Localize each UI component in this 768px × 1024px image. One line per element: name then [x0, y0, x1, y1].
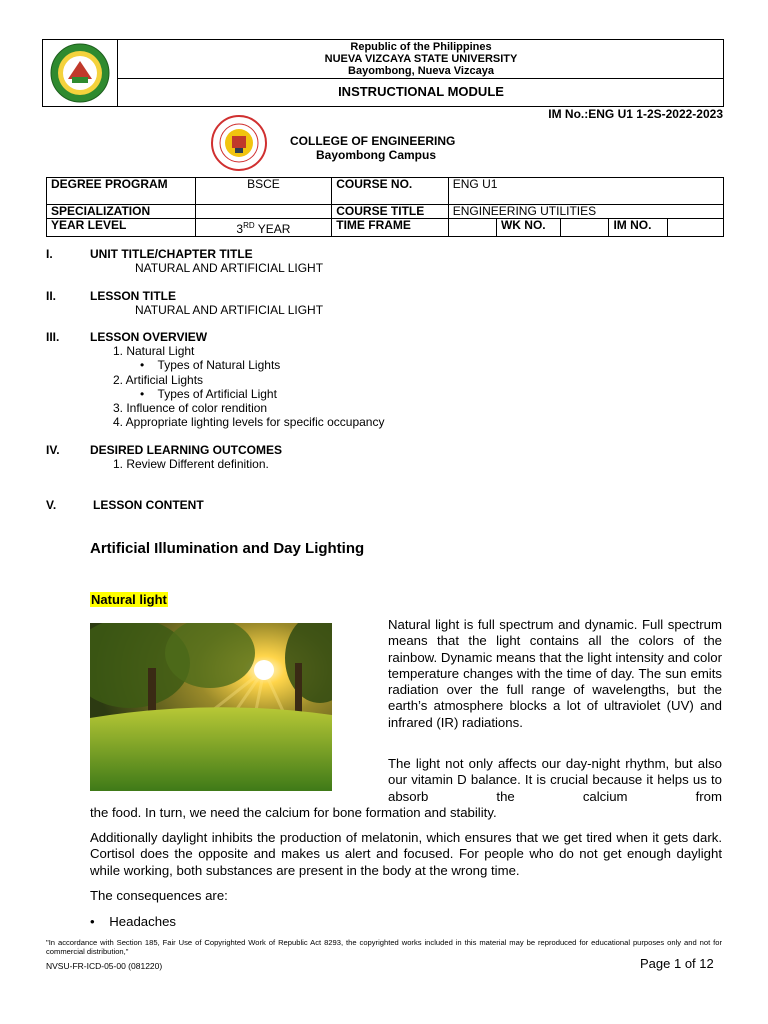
- form-code: NVSU-FR-ICD-05-00 (081220): [46, 961, 163, 971]
- copyright-note: "In accordance with Section 185, Fair Use of Copyrighted Work of Republic Act 8293, the copyrighted works included in this material may be reproduced for educational purposes only and not for commercial distribution,": [46, 938, 722, 956]
- section-1-title: UNIT TITLE/CHAPTER TITLE: [90, 247, 253, 261]
- degree-program-label: DEGREE PROGRAM: [47, 178, 196, 205]
- course-title-label: COURSE TITLE: [332, 205, 449, 219]
- header-divider: [118, 78, 724, 79]
- page-number: Page 1 of 12: [640, 956, 714, 971]
- wk-no-label: WK NO.: [496, 219, 560, 237]
- natural-light-heading: Natural light: [91, 592, 167, 607]
- sunlight-forest-image: [90, 623, 332, 791]
- learning-outcome-1: 1. Review Different definition.: [113, 457, 269, 471]
- section-2-value: NATURAL AND ARTIFICIAL LIGHT: [135, 303, 324, 317]
- overview-item-4: 4. Appropriate lighting levels for specific occupancy: [113, 415, 385, 429]
- section-4-title: DESIRED LEARNING OUTCOMES: [90, 443, 283, 457]
- course-info-table: [46, 177, 724, 237]
- overview-item-3: 3. Influence of color rendition: [113, 401, 268, 415]
- section-5-title: LESSON CONTENT: [93, 498, 204, 512]
- section-3-title: LESSON OVERVIEW: [90, 330, 208, 344]
- year-level-label: YEAR LEVEL: [47, 219, 196, 237]
- course-no-label: COURSE NO.: [332, 178, 449, 205]
- college-of-engineering-seal-icon: [210, 114, 268, 172]
- university-logo-cell: [42, 39, 118, 107]
- im-no-label: IM NO.: [609, 219, 667, 237]
- overview-item-2-bullet: • Types of Artificial Light: [140, 387, 277, 401]
- paragraph-consequences: The consequences are:: [90, 888, 228, 903]
- paragraph-natural-light: Natural light is full spectrum and dynamic. Full spectrum means that the light contains all the colors of the rainbow. Dynamic means that the light intensity and color temperature changes with the time of day. The sun emits radiation over the full range of wavelengths, but the earth’s atmosphere blocks a lot of ultraviolet (UV) and infrared (IR) radiations.: [388, 617, 722, 730]
- specialization-label: SPECIALIZATION: [47, 205, 196, 219]
- time-frame-label: TIME FRAME: [332, 219, 449, 237]
- header-republic: Republic of the Philippines: [350, 41, 492, 53]
- overview-item-1: 1. Natural Light: [113, 344, 195, 358]
- module-title: INSTRUCTIONAL MODULE: [338, 84, 504, 99]
- content-heading: Artificial Illumination and Day Lighting: [90, 540, 365, 557]
- section-1-value: NATURAL AND ARTIFICIAL LIGHT: [135, 261, 324, 275]
- header-university: NUEVA VIZCAYA STATE UNIVERSITY: [324, 53, 518, 65]
- college-name: COLLEGE OF ENGINEERING: [290, 134, 456, 148]
- university-seal-icon: [42, 39, 118, 107]
- paragraph-rhythm-part1: The light not only affects our day-night rhythm, but also our vitamin D balance. It is crucial because it helps us to absorb the calcium from: [388, 756, 722, 804]
- wk-no-value: [561, 219, 609, 237]
- paragraph-rhythm-part2: the food. In turn, we need the calcium for bone formation and stability.: [90, 805, 497, 820]
- section-3-number: III.: [46, 330, 60, 344]
- section-5-number: V.: [46, 498, 57, 512]
- section-2-title: LESSON TITLE: [90, 289, 177, 303]
- course-no-value: ENG U1: [448, 178, 723, 205]
- overview-item-1-bullet: • Types of Natural Lights: [140, 358, 281, 372]
- degree-program-value: BSCE: [195, 178, 332, 205]
- bullet-headaches: • Headaches: [90, 914, 176, 929]
- time-frame-value: [448, 219, 496, 237]
- campus-name: Bayombong Campus: [316, 148, 437, 162]
- course-title-value: ENGINEERING UTILITIES: [448, 205, 723, 219]
- section-4-number: IV.: [46, 443, 60, 457]
- specialization-value: [195, 205, 332, 219]
- im-number: IM No.:ENG U1 1-2S-2022-2023: [548, 107, 723, 121]
- header-location: Bayombong, Nueva Vizcaya: [348, 65, 494, 77]
- year-level-value: 3RD YEAR: [195, 219, 332, 237]
- im-no-value: [667, 219, 723, 237]
- section-2-number: II.: [46, 289, 57, 303]
- section-1-number: I.: [46, 247, 53, 261]
- paragraph-melatonin: Additionally daylight inhibits the production of melatonin, which ensures that we get tired when it gets dark. Cortisol does the opposite and makes us alert and focused. For people who do not get enough daylight while working, both substances are present in the body at the wrong time.: [90, 830, 722, 878]
- overview-item-2: 2. Artificial Lights: [113, 373, 204, 387]
